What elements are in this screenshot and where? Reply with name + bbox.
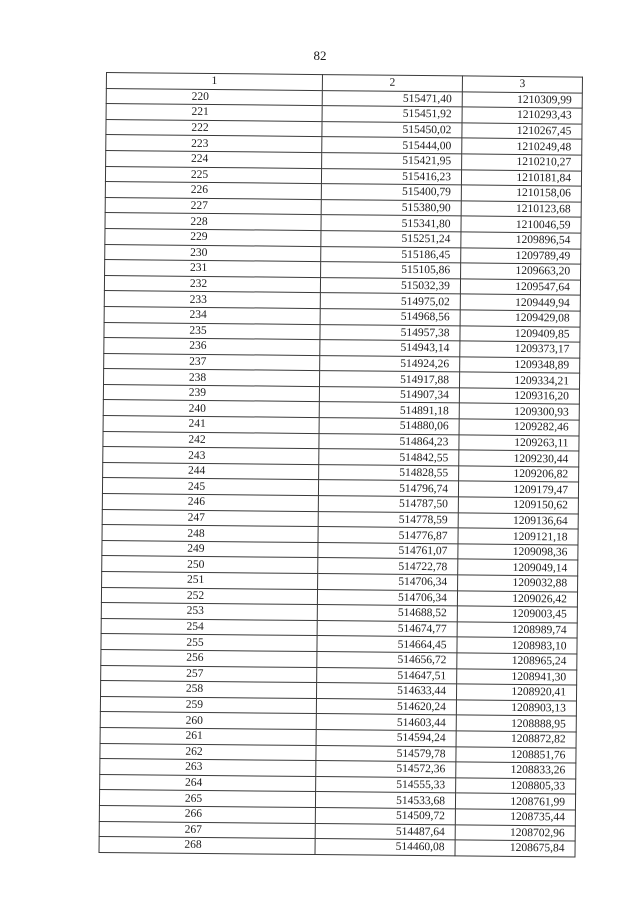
point-number-cell: 220: [106, 88, 322, 106]
x-coordinate-cell: 514957,38: [320, 324, 460, 341]
x-coordinate-cell: 515416,23: [321, 168, 461, 185]
x-coordinate-cell: 515341,80: [321, 215, 461, 232]
point-number-cell: 257: [101, 665, 317, 683]
x-coordinate-cell: 514460,08: [315, 839, 455, 856]
x-coordinate-cell: 514647,51: [317, 667, 457, 684]
x-coordinate-cell: 515421,95: [322, 153, 462, 170]
point-number-cell: 223: [106, 135, 322, 153]
y-coordinate-cell: 1210181,84: [461, 169, 581, 186]
x-coordinate-cell: 514722,78: [318, 558, 458, 575]
y-coordinate-cell: 1209316,20: [459, 388, 579, 405]
y-coordinate-cell: 1210046,59: [461, 216, 581, 233]
point-number-cell: 241: [103, 416, 319, 434]
y-coordinate-cell: 1209003,45: [457, 606, 577, 623]
x-coordinate-cell: 514487,64: [315, 823, 455, 840]
point-number-cell: 259: [100, 696, 316, 714]
y-coordinate-cell: 1209896,54: [461, 232, 581, 249]
y-coordinate-cell: 1210158,06: [461, 185, 581, 202]
coordinates-table: [99, 72, 583, 857]
x-coordinate-cell: 514688,52: [317, 605, 457, 622]
x-coordinate-cell: 514776,87: [318, 527, 458, 544]
point-number-cell: 238: [104, 369, 320, 387]
y-coordinate-cell: 1208735,44: [455, 809, 575, 826]
x-coordinate-cell: 514880,06: [319, 418, 459, 435]
x-coordinate-cell: 514620,24: [316, 698, 456, 715]
point-number-cell: 234: [104, 306, 320, 324]
x-coordinate-cell: 514509,72: [315, 807, 455, 824]
point-number-cell: 245: [102, 478, 318, 496]
point-number-cell: 264: [100, 774, 316, 792]
x-coordinate-cell: 515444,00: [322, 137, 462, 154]
y-coordinate-cell: 1209179,47: [458, 481, 578, 498]
x-coordinate-cell: 514907,34: [319, 386, 459, 403]
x-coordinate-cell: 514594,24: [316, 729, 456, 746]
y-coordinate-cell: 1208989,74: [457, 622, 577, 639]
y-coordinate-cell: 1209049,14: [458, 559, 578, 576]
point-number-cell: 255: [101, 634, 317, 652]
point-number-cell: 251: [102, 571, 318, 589]
header-col-1: 1: [106, 73, 322, 91]
point-number-cell: 262: [100, 743, 316, 761]
y-coordinate-cell: 1210249,48: [462, 138, 582, 155]
point-number-cell: 227: [105, 197, 321, 215]
point-number-cell: 246: [102, 494, 318, 512]
y-coordinate-cell: 1208965,24: [457, 653, 577, 670]
x-coordinate-cell: 514533,68: [315, 792, 455, 809]
x-coordinate-cell: 514603,44: [316, 714, 456, 731]
page-number: 82: [313, 48, 327, 63]
x-coordinate-cell: 514633,44: [316, 683, 456, 700]
table-body: [99, 88, 582, 857]
y-coordinate-cell: 1210267,45: [462, 123, 582, 140]
point-number-cell: 248: [102, 525, 318, 543]
y-coordinate-cell: 1209789,49: [461, 247, 581, 264]
point-number-cell: 249: [102, 540, 318, 558]
x-coordinate-cell: 514579,78: [316, 745, 456, 762]
y-coordinate-cell: 1209032,88: [458, 575, 578, 592]
x-coordinate-cell: 514891,18: [319, 402, 459, 419]
point-number-cell: 228: [105, 213, 321, 231]
point-number-cell: 233: [104, 291, 320, 309]
y-coordinate-cell: 1210210,27: [462, 154, 582, 171]
y-coordinate-cell: 1209663,20: [461, 263, 581, 280]
header-col-3: 3: [462, 76, 582, 93]
point-number-cell: 256: [101, 649, 317, 667]
x-coordinate-cell: 514555,33: [316, 776, 456, 793]
y-coordinate-cell: 1209282,46: [459, 419, 579, 436]
y-coordinate-cell: 1208920,41: [456, 684, 576, 701]
point-number-cell: 222: [106, 119, 322, 137]
x-coordinate-cell: 514674,77: [317, 620, 457, 637]
x-coordinate-cell: 514828,55: [319, 464, 459, 481]
x-coordinate-cell: 515451,92: [322, 106, 462, 123]
point-number-cell: 247: [102, 509, 318, 527]
x-coordinate-cell: 514664,45: [317, 636, 457, 653]
x-coordinate-cell: 514968,56: [320, 308, 460, 325]
table-row: [99, 837, 575, 857]
y-coordinate-cell: 1208805,33: [456, 778, 576, 795]
y-coordinate-cell: 1209263,11: [459, 435, 579, 452]
point-number-cell: 242: [103, 431, 319, 449]
point-number-cell: 254: [101, 618, 317, 636]
x-coordinate-cell: 514864,23: [319, 433, 459, 450]
header-col-2: 2: [322, 75, 462, 92]
x-coordinate-cell: 515450,02: [322, 121, 462, 138]
x-coordinate-cell: 514842,55: [319, 449, 459, 466]
x-coordinate-cell: 515400,79: [321, 184, 461, 201]
x-coordinate-cell: 514656,72: [317, 652, 457, 669]
y-coordinate-cell: 1209121,18: [458, 528, 578, 545]
point-number-cell: 229: [105, 228, 321, 246]
x-coordinate-cell: 514924,26: [320, 355, 460, 372]
point-number-cell: 250: [102, 556, 318, 574]
point-number-cell: 267: [99, 821, 315, 839]
point-number-cell: 253: [101, 603, 317, 621]
y-coordinate-cell: 1209300,93: [459, 403, 579, 420]
point-number-cell: 266: [99, 805, 315, 823]
y-coordinate-cell: 1209449,94: [460, 294, 580, 311]
y-coordinate-cell: 1208903,13: [456, 700, 576, 717]
point-number-cell: 224: [106, 150, 322, 168]
point-number-cell: 231: [105, 260, 321, 278]
x-coordinate-cell: 514761,07: [318, 542, 458, 559]
point-number-cell: 240: [103, 400, 319, 418]
point-number-cell: 230: [105, 244, 321, 262]
y-coordinate-cell: 1209429,08: [460, 310, 580, 327]
point-number-cell: 260: [100, 712, 316, 730]
x-coordinate-cell: 515471,40: [322, 90, 462, 107]
point-number-cell: 237: [104, 353, 320, 371]
x-coordinate-cell: 515032,39: [320, 277, 460, 294]
point-number-cell: 221: [106, 104, 322, 122]
x-coordinate-cell: 515105,86: [321, 262, 461, 279]
x-coordinate-cell: 515380,90: [321, 199, 461, 216]
y-coordinate-cell: 1208702,96: [455, 824, 575, 841]
point-number-cell: 265: [99, 790, 315, 808]
y-coordinate-cell: 1209373,17: [460, 341, 580, 358]
y-coordinate-cell: 1208833,26: [456, 762, 576, 779]
x-coordinate-cell: 514975,02: [320, 293, 460, 310]
point-number-cell: 235: [104, 322, 320, 340]
x-coordinate-cell: 514796,74: [318, 480, 458, 497]
y-coordinate-cell: 1209150,62: [458, 497, 578, 514]
point-number-cell: 252: [101, 587, 317, 605]
y-coordinate-cell: 1210293,43: [462, 107, 582, 124]
y-coordinate-cell: 1208851,76: [456, 746, 576, 763]
x-coordinate-cell: 514706,34: [317, 589, 457, 606]
point-number-cell: 258: [101, 681, 317, 699]
x-coordinate-cell: 514778,59: [318, 511, 458, 528]
y-coordinate-cell: 1209206,82: [459, 466, 579, 483]
y-coordinate-cell: 1208941,30: [457, 668, 577, 685]
y-coordinate-cell: 1208872,82: [456, 731, 576, 748]
y-coordinate-cell: 1209334,21: [459, 372, 579, 389]
point-number-cell: 232: [104, 275, 320, 293]
x-coordinate-cell: 514572,36: [316, 761, 456, 778]
y-coordinate-cell: 1210309,99: [462, 92, 582, 109]
y-coordinate-cell: 1208675,84: [455, 840, 575, 857]
x-coordinate-cell: 514706,34: [318, 574, 458, 591]
x-coordinate-cell: 514787,50: [318, 496, 458, 513]
y-coordinate-cell: 1210123,68: [461, 201, 581, 218]
coordinates-table-wrapper: [99, 72, 582, 857]
point-number-cell: 243: [103, 447, 319, 465]
x-coordinate-cell: 515186,45: [321, 246, 461, 263]
y-coordinate-cell: 1208761,99: [455, 793, 575, 810]
y-coordinate-cell: 1209409,85: [460, 325, 580, 342]
y-coordinate-cell: 1209348,89: [460, 357, 580, 374]
point-number-cell: 236: [104, 338, 320, 356]
point-number-cell: 268: [99, 837, 315, 855]
y-coordinate-cell: 1208888,95: [456, 715, 576, 732]
y-coordinate-cell: 1209098,36: [458, 544, 578, 561]
y-coordinate-cell: 1209230,44: [459, 450, 579, 467]
y-coordinate-cell: 1209547,64: [460, 279, 580, 296]
point-number-cell: 261: [100, 727, 316, 745]
x-coordinate-cell: 515251,24: [321, 231, 461, 248]
point-number-cell: 239: [103, 384, 319, 402]
y-coordinate-cell: 1209136,64: [458, 513, 578, 530]
point-number-cell: 244: [103, 462, 319, 480]
point-number-cell: 226: [105, 182, 321, 200]
point-number-cell: 225: [105, 166, 321, 184]
x-coordinate-cell: 514943,14: [320, 340, 460, 357]
point-number-cell: 263: [100, 759, 316, 777]
y-coordinate-cell: 1209026,42: [457, 590, 577, 607]
y-coordinate-cell: 1208983,10: [457, 637, 577, 654]
x-coordinate-cell: 514917,88: [319, 371, 459, 388]
